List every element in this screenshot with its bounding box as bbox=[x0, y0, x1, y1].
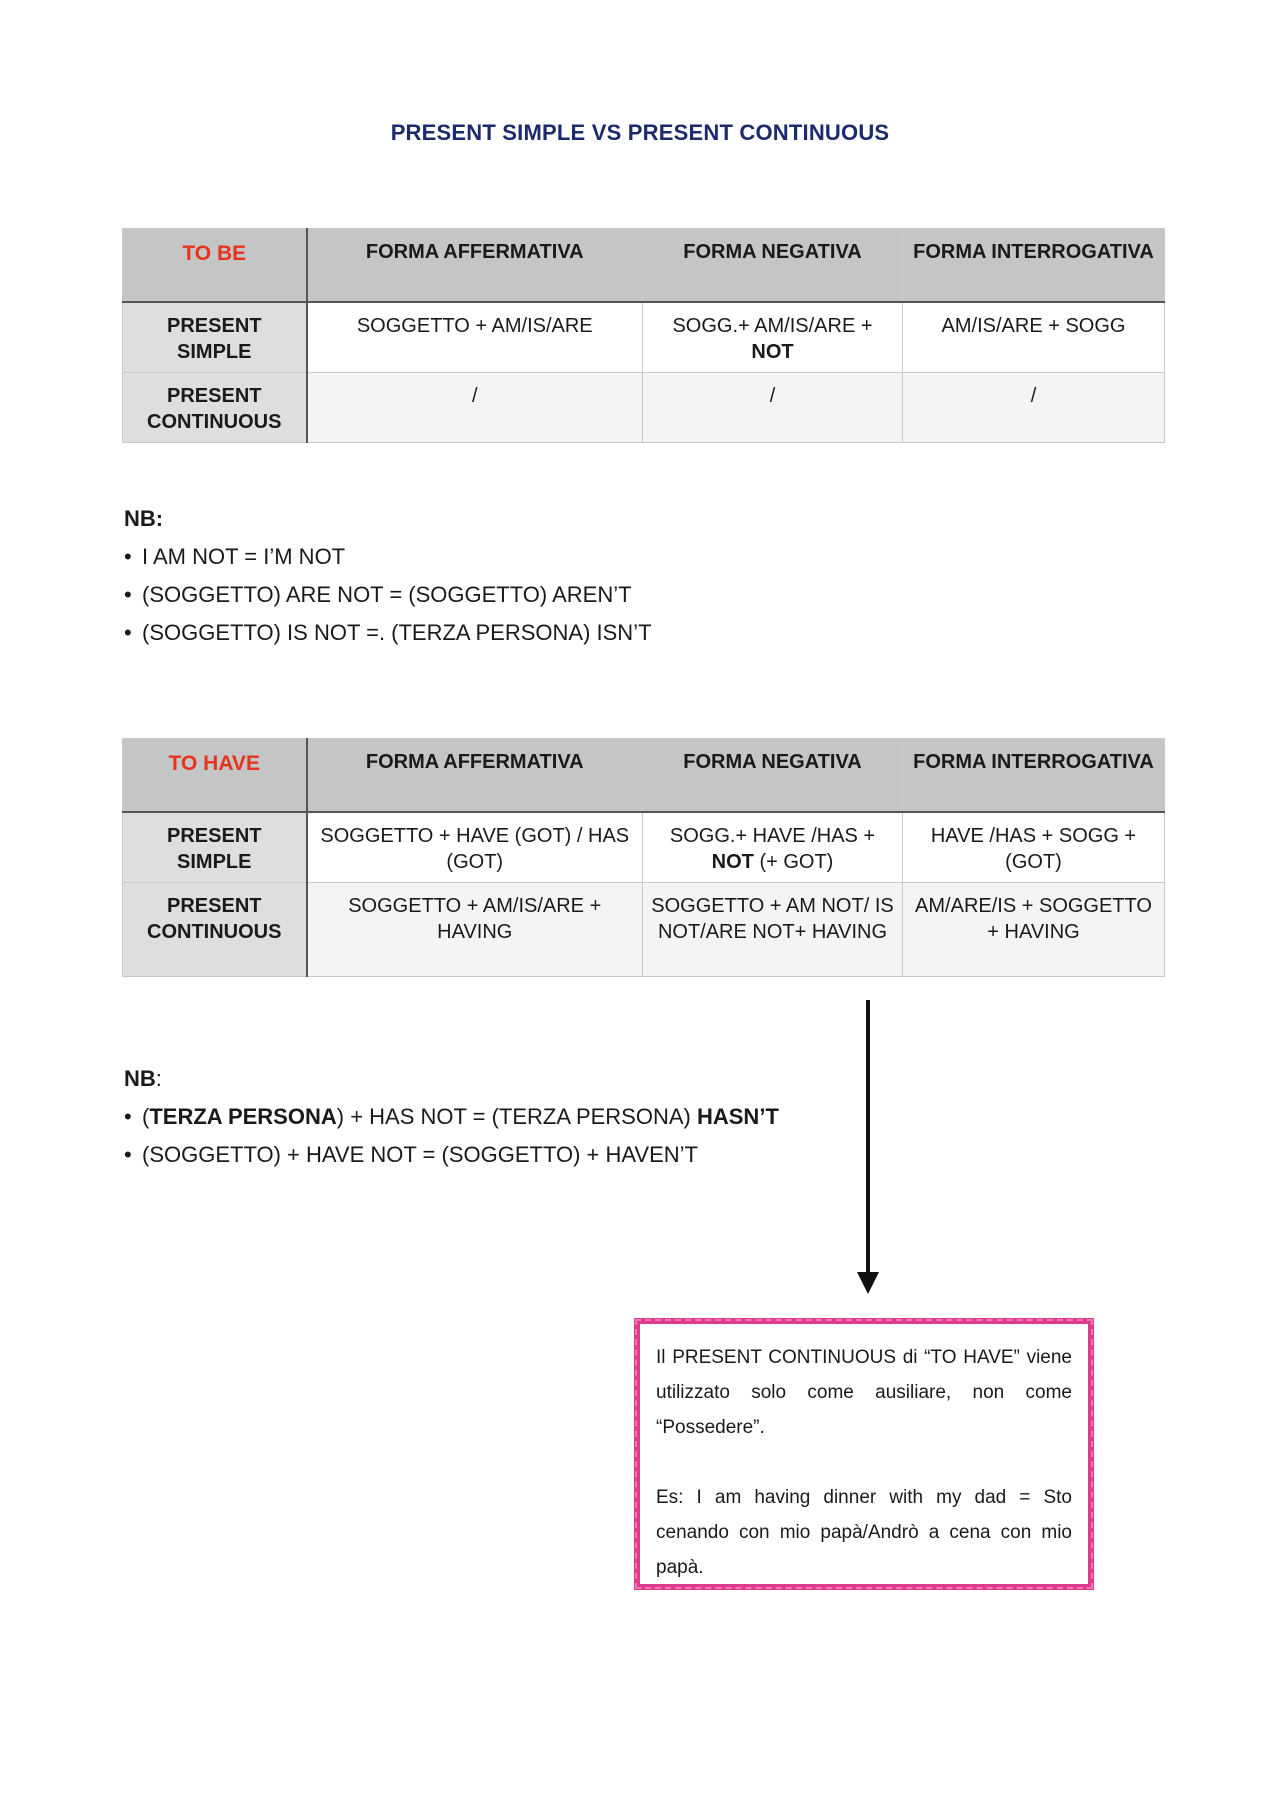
table-cell: / bbox=[307, 372, 643, 442]
to-have-table bbox=[122, 738, 1165, 977]
cell-text: (+ GOT) bbox=[759, 851, 834, 873]
row-header: PRESENT SIMPLE bbox=[123, 812, 307, 882]
column-header: FORMA AFFERMATIVA bbox=[307, 739, 643, 813]
page-title: PRESENT SIMPLE VS PRESENT CONTINUOUS bbox=[390, 120, 890, 145]
table-cell: SOGGETTO + AM/IS/ARE + HAVING bbox=[307, 882, 643, 976]
nb-heading-text: NB bbox=[124, 1066, 156, 1091]
table-row bbox=[123, 812, 1165, 882]
column-header: FORMA INTERROGATIVA bbox=[903, 229, 1165, 303]
nb-list bbox=[124, 1098, 779, 1174]
table-row bbox=[123, 372, 1165, 442]
note-paragraph: Il PRESENT CONTINUOUS di “TO HAVE” viene utilizzato solo come ausiliare, non come “Possedere”. bbox=[656, 1347, 1072, 1438]
nb-list bbox=[124, 538, 652, 652]
table-cell bbox=[643, 812, 903, 882]
row-header: PRESENT CONTINUOUS bbox=[123, 372, 307, 442]
nb-heading: NB: bbox=[124, 506, 164, 531]
table-corner-label: TO BE bbox=[123, 229, 307, 303]
arrow-down-icon bbox=[857, 1272, 879, 1294]
list-item bbox=[124, 1098, 779, 1136]
table-corner-label: TO HAVE bbox=[123, 739, 307, 813]
column-header: FORMA NEGATIVA bbox=[643, 739, 903, 813]
table-cell: SOGGETTO + HAVE (GOT) / HAS (GOT) bbox=[307, 812, 643, 882]
note-box bbox=[634, 1318, 1094, 1590]
column-header: FORMA NEGATIVA bbox=[643, 229, 903, 303]
nb-heading bbox=[124, 1060, 779, 1098]
bullet-icon: • bbox=[124, 620, 132, 645]
nb-to-be bbox=[124, 500, 652, 652]
cell-text: SOGG.+ AM/IS/ARE + bbox=[672, 315, 873, 337]
list-item-text: ( bbox=[142, 1104, 150, 1129]
table-cell: AM/IS/ARE + SOGG bbox=[903, 302, 1165, 372]
list-item bbox=[124, 576, 652, 614]
nb-heading-colon: : bbox=[155, 1066, 162, 1091]
list-item-text: (SOGGETTO) IS NOT =. (TERZA PERSONA) ISN’T bbox=[142, 620, 652, 645]
table-row bbox=[123, 882, 1165, 976]
list-item-bold-text: TERZA PERSONA bbox=[149, 1104, 337, 1129]
cell-bold-text: NOT bbox=[751, 341, 794, 363]
list-item-text: ) + HAS NOT = (TERZA PERSONA) bbox=[336, 1104, 691, 1129]
table-row bbox=[123, 302, 1165, 372]
list-item bbox=[124, 538, 652, 576]
to-be-table bbox=[122, 228, 1165, 443]
table-cell: / bbox=[903, 372, 1165, 442]
cell-text: SOGG.+ HAVE /HAS + bbox=[669, 825, 876, 847]
list-item bbox=[124, 1136, 779, 1174]
row-header: PRESENT SIMPLE bbox=[123, 302, 307, 372]
list-item bbox=[124, 614, 652, 652]
bullet-icon: • bbox=[124, 544, 132, 569]
table-cell: AM/ARE/IS + SOGGETTO + HAVING bbox=[903, 882, 1165, 976]
list-item-text: (SOGGETTO) + HAVE NOT = (SOGGETTO) + HAVEN’T bbox=[142, 1142, 698, 1167]
bullet-icon: • bbox=[124, 1142, 132, 1167]
column-header: FORMA AFFERMATIVA bbox=[307, 229, 643, 303]
list-item-text: I AM NOT = I’M NOT bbox=[142, 544, 346, 569]
column-header: FORMA INTERROGATIVA bbox=[903, 739, 1165, 813]
table-cell: / bbox=[643, 372, 903, 442]
list-item-text: (SOGGETTO) ARE NOT = (SOGGETTO) AREN’T bbox=[142, 582, 632, 607]
table-cell bbox=[643, 302, 903, 372]
list-item-bold-text: HASN’T bbox=[696, 1104, 779, 1129]
bullet-icon: • bbox=[124, 582, 132, 607]
down-arrow-line bbox=[866, 1000, 870, 1276]
nb-to-have bbox=[124, 1060, 779, 1174]
table-cell: SOGGETTO + AM NOT/ IS NOT/ARE NOT+ HAVING bbox=[643, 882, 903, 976]
bullet-icon: • bbox=[124, 1104, 132, 1129]
cell-bold-text: NOT bbox=[711, 851, 754, 873]
row-header: PRESENT CONTINUOUS bbox=[123, 882, 307, 976]
table-cell: SOGGETTO + AM/IS/ARE bbox=[307, 302, 643, 372]
note-example: Es: I am having dinner with my dad = Sto cenando con mio papà/Andrò a cena con mio papà. bbox=[656, 1487, 1072, 1578]
table-cell: HAVE /HAS + SOGG + (GOT) bbox=[903, 812, 1165, 882]
